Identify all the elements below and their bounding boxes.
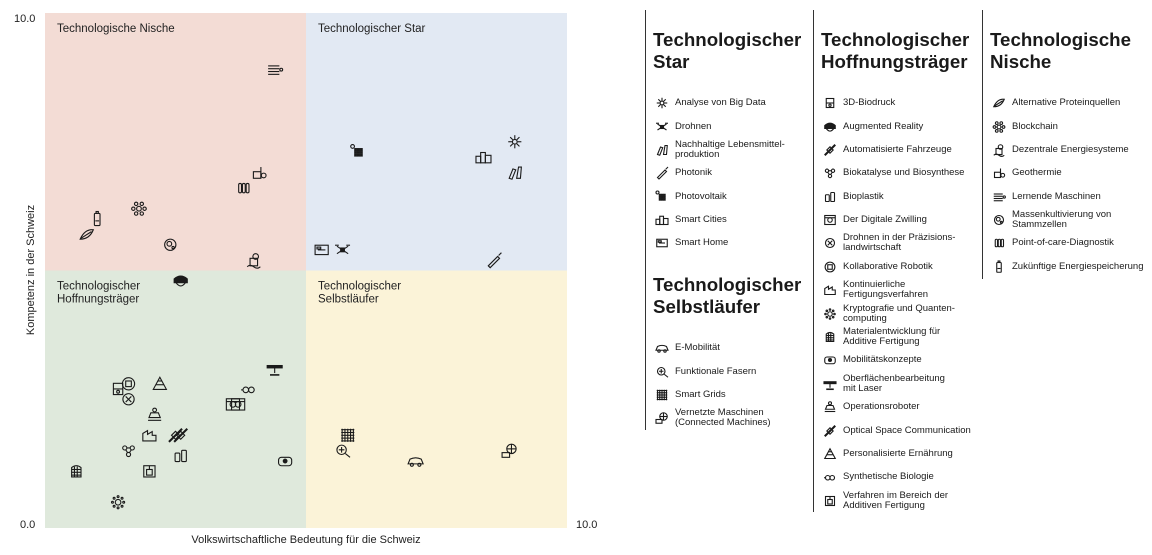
legend-item-label: Bioplastik — [843, 190, 884, 202]
legend-item — [821, 208, 971, 231]
legend-item-label: Lernende Maschinen — [1012, 190, 1101, 202]
legend-group-title: Technologische Nische — [990, 28, 1131, 72]
legend-item — [990, 208, 1144, 231]
legend-item — [821, 302, 971, 325]
y-axis-max-label: 10.0 — [14, 13, 36, 25]
legend-item — [653, 185, 801, 208]
laser-pen-icon — [653, 166, 671, 180]
legend-group-title: Technologischer Hoffnungsträger — [821, 28, 970, 72]
legend-item — [821, 372, 971, 395]
legend-item-label: Geothermie — [1012, 167, 1062, 179]
legend-item-label: Kryptografie und Quanten- computing — [843, 302, 955, 324]
legend-item — [653, 383, 801, 406]
quadrant-selbstlaeufer-area — [306, 271, 567, 529]
legend-group-title: Technologischer Star — [653, 28, 802, 72]
quadrant-star-label: Technologischer Star — [318, 23, 426, 35]
energy-icon — [990, 143, 1008, 157]
legend-item-label: 3D-Biodruck — [843, 97, 896, 109]
legend-item — [821, 396, 971, 419]
legend-item-label: Smart Grids — [675, 388, 726, 400]
legend-item — [821, 255, 971, 278]
y-axis-title: Kompetenz in der Schweiz — [25, 204, 37, 336]
legend-item — [821, 162, 971, 185]
smartgrid-icon — [653, 388, 671, 402]
legend-item — [821, 489, 971, 512]
city-icon — [653, 213, 671, 227]
legend-item — [990, 185, 1144, 208]
legend-item — [821, 349, 971, 372]
legend-item — [653, 208, 801, 231]
bottle-icon — [653, 143, 671, 157]
legend-item — [653, 336, 801, 359]
surgery-icon — [821, 400, 839, 414]
legend-item — [990, 138, 1144, 161]
quadrant-hoffnungstraeger-label: Technologischer — [57, 280, 141, 293]
legend-item-label: Mobilitätskonzepte — [843, 354, 922, 366]
cell-icon — [990, 213, 1008, 227]
legend-item — [821, 91, 971, 114]
quadrant-hoffnungstraeger-label: Hoffnungsträger — [57, 293, 140, 306]
legend-item — [990, 162, 1144, 185]
legend-item — [653, 115, 801, 138]
legend-item-label: Photovoltaik — [675, 190, 727, 202]
legend-item-label: Optical Space Communication — [843, 424, 971, 436]
legend-item — [821, 115, 971, 138]
legend-item — [653, 232, 801, 255]
bioplastic-icon — [821, 190, 839, 204]
legend-item-label: Point-of-care-Diagnostik — [1012, 237, 1114, 249]
geothermal-icon — [990, 166, 1008, 180]
legend-item-label: Kollaborative Robotik — [843, 260, 933, 272]
legend-group-title: Technologischer Selbstläufer — [653, 273, 802, 317]
legend-group — [645, 10, 801, 255]
legend-item — [990, 115, 1144, 138]
legend-group — [813, 10, 971, 512]
axis-origin-label: 0.0 — [20, 519, 36, 531]
legend-item-label: Der Digitale Zwilling — [843, 214, 927, 226]
legend-item-label: Drohnen in der Präzisions- landwirtschaft — [843, 232, 956, 254]
legend-item-label: Augmented Reality — [843, 120, 924, 132]
legend-item — [821, 419, 971, 442]
legend-item-label: Nachhaltige Lebensmittel- produktion — [675, 138, 785, 160]
legend-item — [653, 407, 801, 430]
bigdata-icon — [653, 96, 671, 110]
legend-item — [821, 325, 971, 348]
agri-drone-icon — [821, 236, 839, 250]
legend-item-label: Dezentrale Energiesysteme — [1012, 143, 1129, 155]
legend-item-label: Biokatalyse und Biosynthese — [843, 167, 965, 179]
legend-group — [982, 10, 1144, 279]
legend-item — [821, 232, 971, 255]
legend-item-label: Smart Cities — [675, 214, 727, 226]
quadrant-selbstlaeufer-label: Selbstläufer — [318, 293, 379, 306]
quadrant-selbstlaeufer-label: Technologischer — [318, 280, 402, 293]
legend-item-label: Kontinuierliche Fertigungsverfahren — [843, 279, 929, 301]
quadrant-nische-label: Technologische Nische — [57, 23, 175, 35]
legend-item — [821, 138, 971, 161]
quadrant-hoffnungstraeger-area — [45, 271, 306, 529]
legend-item-label: Operationsroboter — [843, 401, 920, 413]
legend-item — [990, 91, 1144, 114]
legend-item — [653, 91, 801, 114]
legend-item-label: Synthetische Biologie — [843, 471, 934, 483]
legend-item — [653, 138, 801, 161]
legend-item-label: Verfahren im Bereich der Additiven Fertigung — [843, 489, 949, 511]
legend-group — [645, 255, 801, 430]
ecar-icon — [653, 341, 671, 355]
legend-item — [821, 442, 971, 465]
molecule-icon — [821, 166, 839, 180]
additive-icon — [821, 494, 839, 508]
legend-item-label: Smart Home — [675, 237, 729, 249]
legend-item — [821, 185, 971, 208]
legend-item-label: Materialentwicklung für Additive Fertigung — [843, 326, 941, 348]
quadrant-nische-area — [45, 13, 306, 271]
drone-icon — [653, 120, 671, 134]
mobility-icon — [821, 353, 839, 367]
legend-item-label: Zukünftige Energiespeicherung — [1012, 260, 1144, 272]
robot-icon — [821, 260, 839, 274]
legend-item-label: Blockchain — [1012, 120, 1058, 132]
legend-item — [990, 232, 1144, 255]
quadrant-star-area — [306, 13, 567, 271]
legend-item-label: Vernetzte Maschinen (Connected Machines) — [675, 407, 771, 429]
legend-item-label: Drohnen — [675, 120, 712, 132]
leaf-icon — [990, 96, 1008, 110]
legend-item — [821, 279, 971, 302]
twin-icon — [821, 213, 839, 227]
car-icon — [821, 143, 839, 157]
dna-icon — [821, 470, 839, 484]
legend-item-label: Funktionale Fasern — [675, 365, 757, 377]
x-axis-title: Volkswirtschaftliche Bedeutung für die Schweiz — [191, 534, 421, 546]
legend-item-label: Photonik — [675, 167, 712, 179]
machine-icon — [990, 190, 1008, 204]
x-axis-max-label: 10.0 — [576, 519, 598, 531]
legend-item-label: Analyse von Big Data — [675, 97, 766, 109]
ar-icon — [821, 120, 839, 134]
legend-item-label: E-Mobilität — [675, 342, 720, 354]
quantum-icon — [821, 307, 839, 321]
laser-icon — [821, 377, 839, 391]
pyramid-icon — [821, 447, 839, 461]
legend-item-label: Automatisierte Fahrzeuge — [843, 143, 952, 155]
factory-icon — [821, 283, 839, 297]
home-icon — [653, 236, 671, 250]
legend-item — [653, 162, 801, 185]
legend-item — [653, 360, 801, 383]
legend-item-label: Massenkultivierung von Stammzellen — [1012, 209, 1112, 231]
legend-item-label: Oberflächenbearbeitung mit Laser — [843, 372, 945, 394]
print-icon — [821, 96, 839, 110]
solar-icon — [653, 190, 671, 204]
legend-item-label: Personalisierte Ernährung — [843, 447, 953, 459]
satellite-icon — [821, 424, 839, 438]
battery-icon — [990, 260, 1008, 274]
grid-icon — [821, 330, 839, 344]
legend-item-label: Alternative Proteinquellen — [1012, 97, 1121, 109]
tubes-icon — [990, 236, 1008, 250]
fiber-icon — [653, 365, 671, 379]
connected-icon — [653, 411, 671, 425]
legend-item — [990, 255, 1144, 278]
legend-item — [821, 466, 971, 489]
network-icon — [990, 120, 1008, 134]
